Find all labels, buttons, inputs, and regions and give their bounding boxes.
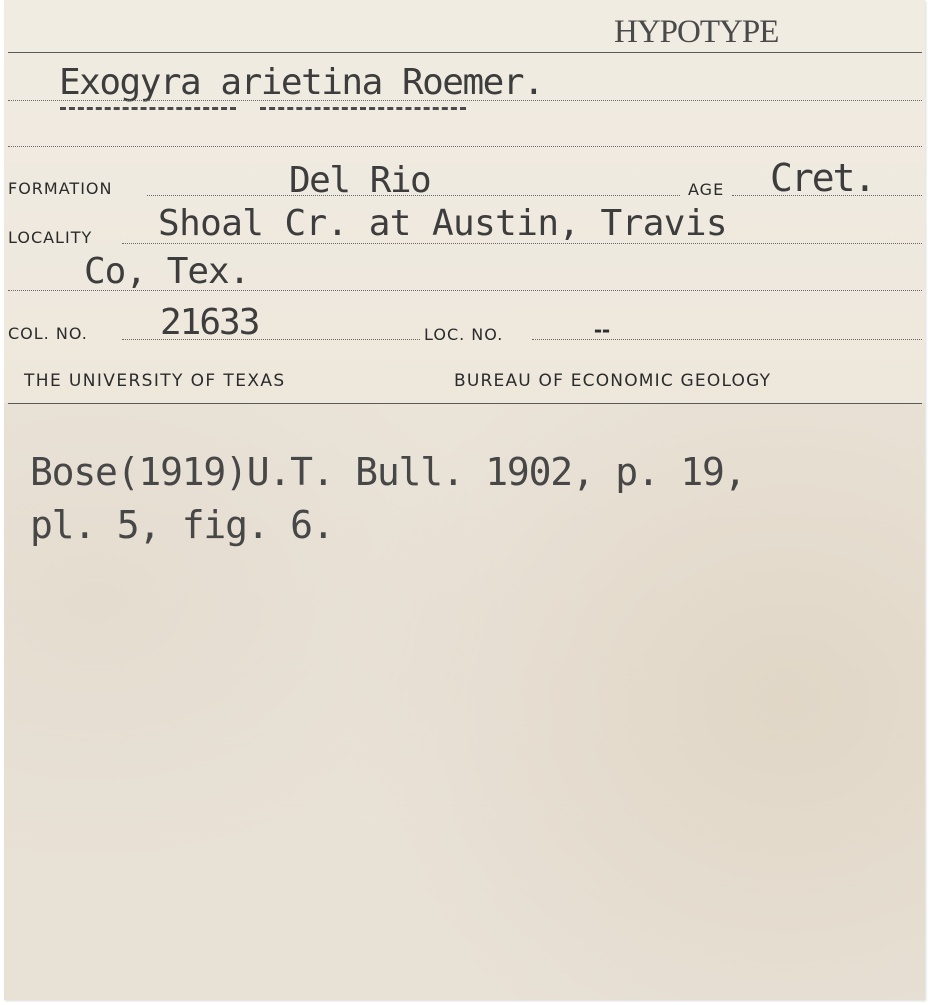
formation-value: Del Rio xyxy=(289,160,431,201)
reference-line2: pl. 5, fig. 6. xyxy=(30,503,334,547)
species-underline-genus xyxy=(60,107,236,110)
header-bottom-rule xyxy=(8,403,922,404)
locality-dotted-line-2 xyxy=(8,290,922,291)
species-dotted-line xyxy=(8,100,922,101)
card-header-section xyxy=(4,0,925,403)
species-underline-species xyxy=(260,107,466,110)
reference-line1: Bose(1919)U.T. Bull. 1902, p. 19, xyxy=(30,450,746,494)
age-label: AGE xyxy=(688,180,725,199)
formation-label: FORMATION xyxy=(8,179,113,198)
col-no-label: COL. NO. xyxy=(8,324,88,343)
species-name: Exogyra arietina Roemer. xyxy=(59,62,544,103)
formation-dotted-line xyxy=(147,195,680,196)
top-rule xyxy=(8,52,922,53)
blank-dotted-line xyxy=(8,146,922,147)
institution-name: THE UNIVERSITY OF TEXAS xyxy=(24,371,286,391)
hypotype-label: HYPOTYPE xyxy=(614,14,779,50)
age-value: Cret. xyxy=(770,156,875,200)
bureau-name: BUREAU OF ECONOMIC GEOLOGY xyxy=(454,371,772,391)
loc-no-dotted-line xyxy=(532,339,922,340)
locality-line2: Co, Tex. xyxy=(84,251,250,292)
specimen-card xyxy=(4,0,925,1000)
locality-line1: Shoal Cr. at Austin, Travis xyxy=(158,203,727,244)
col-no-value: 21633 xyxy=(160,302,259,343)
locality-label: LOCALITY xyxy=(8,228,93,247)
loc-no-label: LOC. NO. xyxy=(424,325,504,344)
loc-no-value: -- xyxy=(592,318,609,342)
